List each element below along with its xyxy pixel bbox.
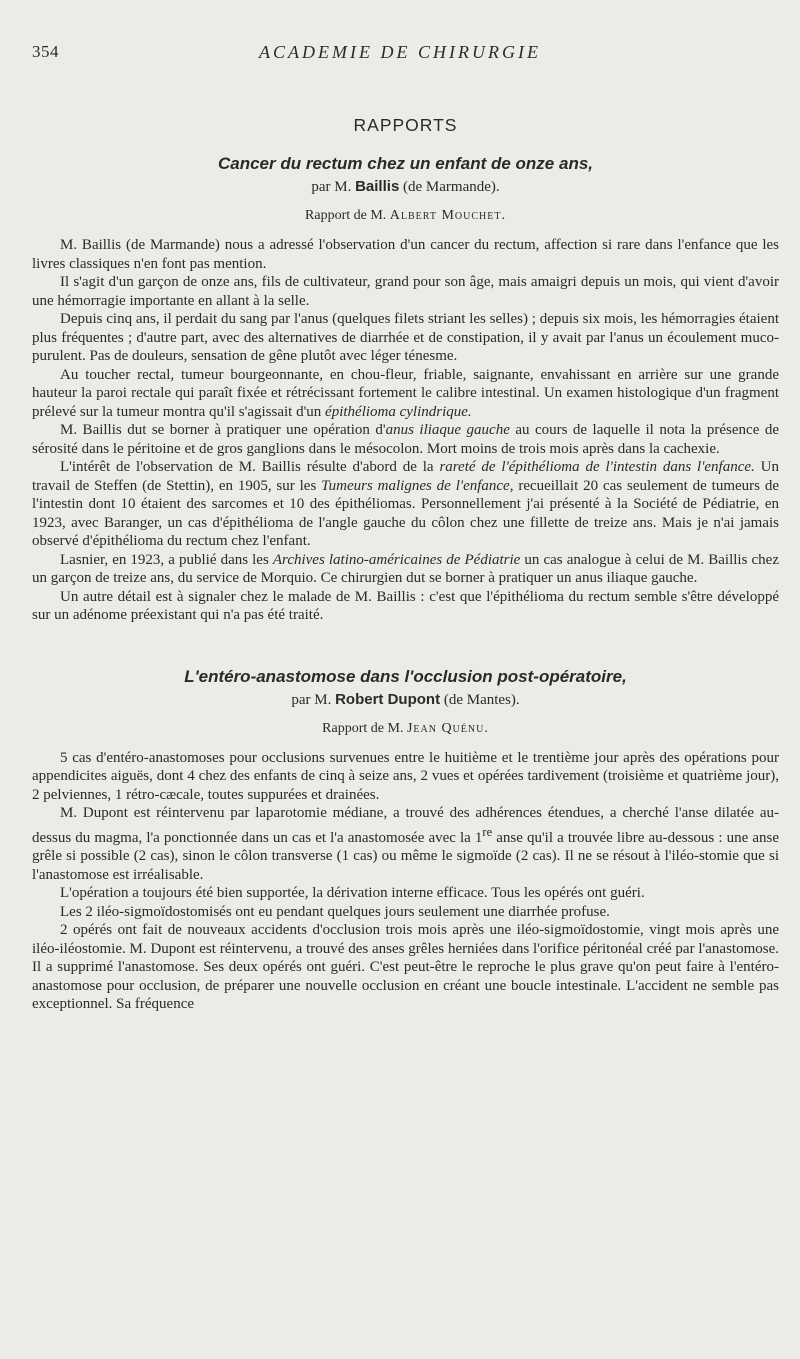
text-run: Un travail de Steffen (de Stettin), en 1905, sur les: [32, 459, 779, 494]
paragraph: Il s'agit d'un garçon de onze ans, fils de cultivateur, grand pour son âge, mais amaigri depuis un mois, qui vient d'avoir une hémorragie importante en allant à la selle.: [32, 274, 779, 309]
text-run: un cas analogue à celui de M. Baillis chez un garçon de treize ans, du service de Morquio. Ce chirurgien dut se borner à pratiquer un anus iliaque gauche.: [32, 551, 779, 586]
paragraph: L'opération a toujours été bien supportée, la dérivation interne efficace. Tous les opérés ont guéri.: [60, 885, 645, 901]
byline-suffix: (de Mantes).: [440, 691, 520, 708]
paragraph: [32, 458, 779, 551]
text-run: au cours de laquelle il nota la présence de sérosité dans le péritoine et de gros ganglions dans le mésocolon. Mort moins de trois mois après dans la cachexie.: [32, 422, 779, 457]
article-title: L'entéro-anastomose dans l'occlusion post-opératoire,: [184, 666, 627, 686]
rapporteur-line: [32, 721, 779, 737]
text-run: L'intérêt de l'observation de M. Baillis résulte d'abord de la: [60, 459, 440, 475]
paragraph: [32, 421, 779, 458]
text-run: Au toucher rectal, tumeur bourgeonnante, en chou-fleur, friable, saignante, envahissant en arrière sur une grande hauteur la paroi rectale qui paraît fixée et rétrécissant fortement le calibre intestinal. Un examen histologique d'un fragment prélevé sur la tumeur montra qu'il s'agissait d'un: [32, 366, 779, 420]
text-run: Lasnier, en 1923, a publié dans les: [60, 551, 273, 568]
text-run: M. Baillis dut se borner à pratiquer une opération d': [60, 422, 386, 438]
italic-term: épithélioma cylindrique.: [325, 403, 472, 420]
author-name: Baillis: [355, 178, 400, 195]
page-content: [32, 115, 779, 1014]
page-number: 354: [32, 42, 59, 61]
section-heading: RAPPORTS: [353, 115, 458, 135]
paragraph: 5 cas d'entéro-anastomoses pour occlusions survenues entre le huitième et le trentième jour après des opérations pour appendicites aiguës, dont 4 chez des enfants de cinq à seize ans, 2 vues et opérées tardivement (troisième et quatrième jour), 2 pelviennes, 1 rétro-cæcale, toutes suppurées et drainées.: [32, 749, 779, 803]
italic-term: rareté de l'épithélioma de l'intestin dans l'enfance.: [439, 459, 755, 475]
italic-term: anus iliaque gauche: [385, 422, 510, 438]
byline: [32, 691, 779, 709]
byline: [32, 178, 779, 196]
paragraph: [32, 366, 779, 422]
rapporteur-name: Albert Mouchet.: [389, 208, 506, 223]
italic-title: Archives latino-américaines de Pédiatrie: [272, 551, 521, 568]
paragraph: [32, 551, 779, 588]
article-baillis: [32, 154, 779, 625]
rapporteur-prefix: Rapport de M.: [322, 720, 407, 736]
italic-title: Tumeurs malignes de l'enfance,: [321, 477, 514, 494]
article-separator: [32, 625, 779, 667]
rapporteur-name: Jean Quénu.: [406, 720, 489, 736]
paragraph: Un autre détail est à signaler chez le malade de M. Baillis : c'est que l'épithélioma du rectum semble s'être développé sur un adénome préexistant qui n'a pas été traité.: [32, 588, 779, 623]
byline-prefix: par M.: [311, 179, 356, 195]
running-head: [32, 42, 768, 66]
paragraph: M. Baillis (de Marmande) nous a adressé l'observation d'un cancer du rectum, affection si rare dans l'enfance que les livres classiques n'en font pas mention.: [32, 237, 779, 272]
paragraph: Les 2 iléo-sigmoïdostomisés ont eu pendant quelques jours seulement une diarrhée profuse.: [60, 903, 610, 920]
journal-title: ACADEMIE DE CHIRURGIE: [259, 42, 541, 62]
paragraph: Depuis cinq ans, il perdait du sang par l'anus (quelques filets striant les selles) ; depuis six mois, les hémorragies étaient plus fréquentes ; d'autre part, avec des alternatives de diarrhée et de constipation, il y avait par l'anus un écoulement muco-purulent. Pas de douleurs, sensation de gêne plutôt avec léger ténesme.: [32, 311, 779, 364]
article-title: Cancer du rectum chez un enfant de onze ans,: [217, 154, 594, 173]
author-name: Robert Dupont: [335, 690, 441, 708]
rapporteur-line: [32, 208, 779, 224]
text-run: M. Dupont est réintervenu par laparotomie médiane, a trouvé des adhérences étendues, a cherché l'anse dilatée au-dessus du magma, l'a ponctionnée dans un cas et l'a anastomosée avec la 1: [32, 805, 779, 846]
paragraph: 2 opérés ont fait de nouveaux accidents d'occlusion trois mois après une iléo-sigmoïdostomie, vingt mois après une iléo-iléostomie. M. Dupont est réintervenu, a trouvé des anses grêles herniées dans l'orifice péritonéal créé par l'anastomose. Il a supprimé l'anastomose. Ses deux opérés ont guéri. C'est peut-être le reproche le plus grave qu'on peut faire à l'entéro-anastomose pour occlusion, de préparer une nouvelle occlusion en créant une boucle intestinale. L'accident ne semble pas exceptionnel. Sa fréquence: [32, 922, 779, 1012]
rapporteur-prefix: Rapport de M.: [305, 208, 390, 223]
article-dupont: [32, 667, 779, 1014]
paragraph: [32, 804, 779, 884]
text-run: recueillait 20 cas seulement de tumeurs de l'intestin dont 10 étaient des sarcomes et 10 des épithéliomas. Personnellement j'ai présenté à la Société de Pédiatrie, en 1923, avec Baranger, un cas d'épithélioma de l'angle gauche du côlon chez une fillette de treize ans. Mais je n'ai jamais observé d'épithélioma du rectum chez l'enfant.: [32, 477, 779, 549]
byline-prefix: par M.: [291, 691, 336, 708]
byline-suffix: (de Marmande).: [399, 179, 500, 195]
superscript: re: [482, 824, 493, 839]
text-run: anse qu'il a trouvée libre au-dessous : une anse grêle si possible (2 cas), sinon le côlon transverse (1 cas) ou même le sigmoïde (2 cas). Il ne se résout à l'iléo-stomie que si l'anastomose est irréalisable.: [32, 829, 779, 883]
